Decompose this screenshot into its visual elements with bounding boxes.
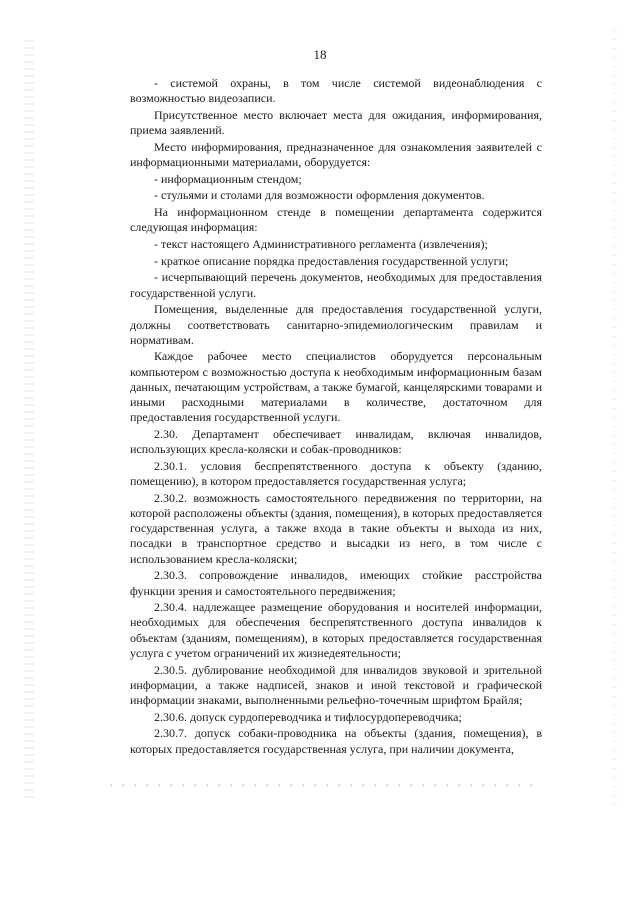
paragraph: - системой охраны, в том числе системой видеонаблюдения с возможностью видеозаписи. [130, 76, 542, 106]
list-item: - текст настоящего Административного регламента (извлечения); [154, 237, 488, 252]
list-item: - краткое описание порядка предоставления государственной услуги; [154, 253, 509, 268]
list-item: - стульями и столами для возможности оформления документов. [154, 188, 485, 203]
paragraph: На информационном стенде в помещении департамента содержится следующая информация: [130, 205, 542, 235]
paragraph: Каждое рабочее место специалистов оборудуется персональным компьютером с возможностью доступа к необходимым информационным базам данных, печатающим устройствам, а также бумагой, канцелярскими товарами и иными расходными материалами в количестве, достаточном для предоставления государственной услуги. [130, 349, 542, 425]
document-body [130, 76, 542, 758]
scan-edge-bottom [110, 784, 540, 787]
page-number: 18 [313, 47, 327, 62]
list-item: - исчерпывающий перечень документов, необходимых для предоставления государственной услуги. [130, 270, 542, 300]
section-2-30: 2.30. Департамент обеспечивает инвалидам, включая инвалидов, использующих кресла-коляски и собак-проводников: [130, 426, 542, 457]
scan-edge-right [612, 30, 618, 810]
paragraph: Место информирования, предназначенное для ознакомления заявителей с информационными материалами, оборудуется: [130, 139, 542, 170]
section-2-30-4: 2.30.4. надлежащее размещение оборудования и носителей информации, необходимых для обеспечения беспрепятственного доступа инвалидов к объектам (зданиям, помещениям), в которых предоставляется государственная услуга с учетом ограничений их жизнедеятельности; [130, 600, 542, 660]
scan-edge-left [24, 40, 34, 800]
section-2-30-7: 2.30.7. допуск собаки-проводника на объекты (здания, помещения), в которых предоставляется государственная услуга, при наличии документа, [130, 726, 542, 756]
section-2-30-3: 2.30.3. сопровождение инвалидов, имеющих стойкие расстройства функции зрения и самостоятельного передвижения; [130, 568, 542, 598]
section-2-30-5: 2.30.5. дублирование необходимой для инвалидов звуковой и зрительной информации, а также надписей, знаков и иной текстовой и графической информации знаками, выполненными рельефно-точечным шрифтом Брайля; [130, 662, 542, 707]
section-2-30-6: 2.30.6. допуск сурдопереводчика и тифлосурдопереводчика; [154, 709, 462, 724]
paragraph: Присутственное место включает места для ожидания, информирования, приема заявлений. [130, 107, 542, 138]
paragraph: Помещения, выделенные для предоставления государственной услуги, должны соответствовать санитарно-эпидемиологическим правилам и нормативам. [130, 302, 542, 347]
section-2-30-2: 2.30.2. возможность самостоятельного передвижения по территории, на которой расположены объекты (здания, помещения), в которых предоставляется государственная услуга, а также входа в такие объекты и выхода из них, посадки в транспортное средство и высадки из него, в том числе с использованием кресла-коляски; [130, 490, 542, 566]
section-2-30-1: 2.30.1. условия беспрепятственного доступа к объекту (зданию, помещению), в котором предоставляется государственная услуга; [130, 458, 542, 489]
list-item: - информационным стендом; [154, 171, 302, 186]
